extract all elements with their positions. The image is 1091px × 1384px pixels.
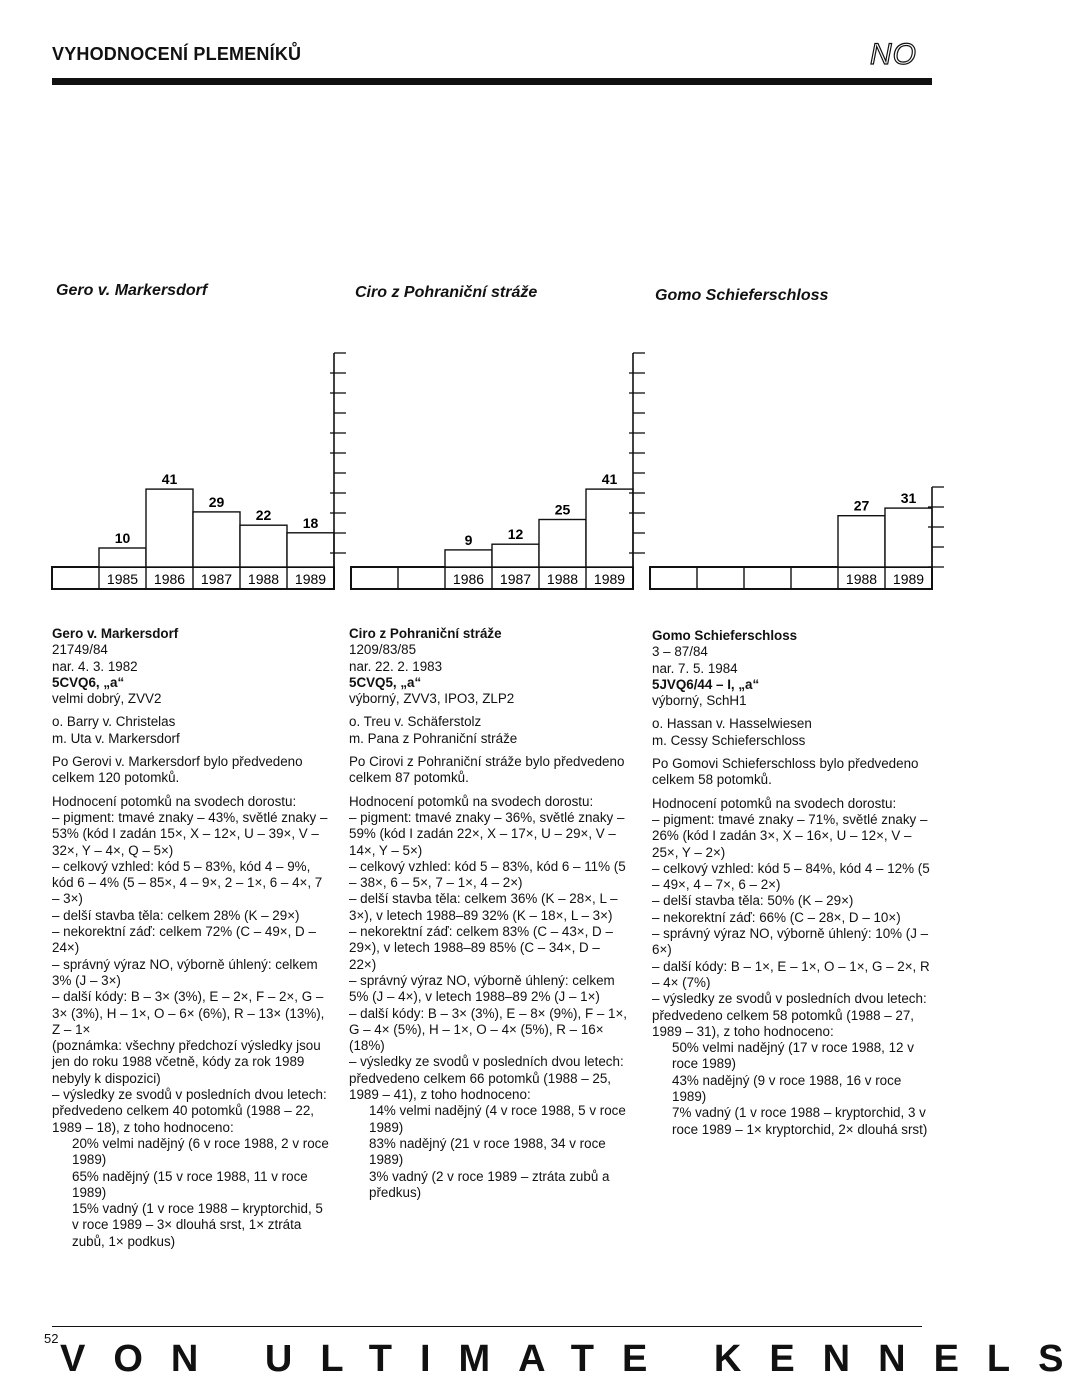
result-item: 20% velmi nadějný (6 v roce 1988, 2 v roce 1989)	[72, 1135, 329, 1168]
eval-line: – delší stavba těla: 50% (K – 29×)	[652, 893, 854, 909]
footer-brand: VON ULTIMATE KENNELS	[60, 1338, 1091, 1380]
eval-line: předvedeno celkem 58 potomků (1988 – 27, 1989 – 31), z toho hodnoceno:	[652, 1007, 915, 1039]
data-label: 22	[255, 507, 272, 524]
bar-1989	[287, 533, 334, 567]
bar-1989	[885, 508, 932, 567]
footer-rule	[52, 1326, 922, 1327]
eval-line: – výsledky ze svodů v posledních dvou letech:	[652, 991, 927, 1007]
eval-line: – výsledky ze svodů v posledních dvou letech:	[52, 1087, 327, 1103]
data-label: 18	[302, 514, 319, 531]
tick-label: 1989	[294, 571, 327, 587]
results-list	[349, 1103, 627, 1201]
bar-1986	[445, 550, 492, 567]
eval-line: – pigment: tmavé znaky – 43%, světlé znaky – 53% (kód I zadán 15×, X – 12×, U – 39×, V – 32×, Y – 4×, Q – 5×)	[52, 809, 328, 858]
eval-line: Hodnocení potomků na svodech dorostu:	[52, 793, 297, 809]
dog-rating: výborný, ZVV3, IPO3, ZLP2	[349, 691, 515, 707]
result-item: 83% nadějný (21 v roce 1988, 34 v roce 1989)	[369, 1135, 606, 1168]
eval-line: – delší stavba těla: celkem 28% (K – 29×)	[52, 907, 300, 923]
data-label: 41	[601, 471, 618, 488]
dog-reg: 21749/84	[52, 642, 108, 658]
dog-intro: Po Gerovi v. Markersdorf bylo předvedeno celkem 120 potomků.	[52, 754, 303, 786]
page-title: VYHODNOCENÍ PLEMENÍKŮ	[52, 44, 302, 64]
dog-column-ciro	[349, 626, 627, 1201]
data-label: 9	[464, 531, 473, 548]
bar-1988	[838, 516, 885, 567]
data-label: 31	[900, 490, 917, 507]
eval-line: – další kódy: B – 3× (3%), E – 8× (9%), F – 1×, G – 4× (5%), H – 1×, O – 4× (5%), R – 16× (18%)	[349, 1005, 627, 1054]
eval-line: – správný výraz NO, výborně úhlený: celkem 5% (J – 4×), v letech 1988–89 2% (J – 1×)	[349, 972, 615, 1005]
eval-line: – pigment: tmavé znaky – 71%, světlé znaky – 26% (kód I zadán 3×, X – 16×, U – 12×, V – 25×, Y – 2×)	[652, 811, 928, 860]
eval-list	[52, 794, 330, 1136]
eval-line: – správný výraz NO, výborně úhlený: celkem 3% (J – 3×)	[52, 956, 318, 988]
eval-line: – nekorektní záď: celkem 83% (C – 43×, D – 29×), v letech 1988–89 85% (C – 34×, D – 22×)	[349, 924, 613, 972]
bar-1985	[99, 548, 146, 567]
data-label: 25	[554, 501, 571, 518]
dog-mother: m. Uta v. Markersdorf	[52, 730, 180, 746]
result-item: 3% vadný (2 v roce 1989 – ztráta zubů a předkus)	[369, 1168, 610, 1200]
tick-label: 1986	[153, 571, 186, 587]
eval-line: – celkový vzhled: kód 5 – 83%, kód 4 – 9%, kód 6 – 4% (5 – 85×, 4 – 9×, 2 – 1×, 6 – 4×, 7 – 3×)	[52, 858, 323, 907]
dog-mother: m. Pana z Pohraniční stráže	[349, 730, 518, 746]
dog-reg: 1209/83/85	[349, 642, 417, 658]
result-item: 7% vadný (1 v roce 1988 – kryptorchid, 3 v roce 1989 – 1× kryptorchid, 2× dlouhá srst)	[672, 1105, 928, 1137]
bar-1987	[193, 512, 240, 567]
tick-label: 1987	[200, 571, 233, 587]
dog-rating: velmi dobrý, ZVV2	[52, 691, 162, 707]
data-label: 10	[114, 530, 131, 546]
data-label: 29	[208, 493, 225, 510]
dog-column-gomo	[652, 628, 930, 1138]
dog-name: Ciro z Pohraniční stráže	[349, 626, 502, 641]
eval-line: Hodnocení potomků na svodech dorostu:	[652, 795, 897, 811]
eval-line: – pigment: tmavé znaky – 36%, světlé znaky – 59% (kód I zadán 22×, X – 17×, U – 29×, V – 14×, Y – 5×)	[349, 809, 625, 858]
eval-line: – delší stavba těla: celkem 36% (K – 28×, L – 3×), v letech 1988–89 32% (K – 18×, L – 3×)	[349, 891, 618, 923]
page-number: 52	[44, 1331, 59, 1346]
bar-1988	[539, 520, 586, 568]
data-label: 27	[853, 497, 870, 514]
result-item: 43% nadějný (9 v roce 1988, 16 v roce 1989)	[672, 1072, 902, 1105]
dog-code: 5JVQ6/44 – I, „a“	[652, 676, 760, 692]
eval-line: (poznámka: všechny předchozí výsledky jsou jen do roku 1988 včetně, kódy za rok 1989 nebyly k dispozici)	[52, 1038, 321, 1086]
dog-name: Gero v. Markersdorf	[52, 626, 179, 641]
chart-title-ciro: Ciro z Pohraniční stráže	[355, 284, 538, 301]
bar-1986	[146, 489, 193, 567]
eval-line: – celkový vzhled: kód 5 – 83%, kód 6 – 11% (5 – 38×, 6 – 5×, 7 – 1×, 4 – 2×)	[349, 858, 626, 891]
tick-label: 1987	[499, 571, 532, 587]
eval-line: – výsledky ze svodů v posledních dvou letech:	[349, 1054, 624, 1070]
result-item: 15% vadný (1 v roce 1988 – kryptorchid, 5 v roce 1989 – 3× dlouhá srst, 1× ztráta zubů, 1× podkus)	[72, 1201, 323, 1249]
tick-label: 1988	[845, 571, 878, 587]
eval-line: – nekorektní záď: celkem 72% (C – 49×, D – 24×)	[52, 924, 316, 956]
tick-label: 1989	[892, 571, 925, 587]
eval-line: předvedeno celkem 66 potomků (1988 – 25, 1989 – 41), z toho hodnoceno:	[349, 1070, 612, 1103]
dog-born: nar. 22. 2. 1983	[349, 658, 443, 674]
dog-born: nar. 7. 5. 1984	[652, 660, 738, 676]
bar-1989	[586, 489, 633, 567]
eval-line: – nekorektní záď: 66% (C – 28×, D – 10×)	[652, 909, 901, 925]
dog-code: 5CVQ5, „a“	[349, 674, 422, 690]
eval-list	[349, 794, 627, 1104]
results-list	[652, 1040, 930, 1138]
data-label: 12	[507, 526, 524, 543]
eval-line: – další kódy: B – 3× (3%), E – 2×, F – 2×, G – 3× (3%), H – 1×, O – 6× (6%), R – 13× (13%), Z – 1×	[52, 989, 325, 1037]
dog-father: o. Barry v. Christelas	[52, 714, 176, 730]
bar-1987	[492, 544, 539, 567]
dog-name: Gomo Schieferschloss	[652, 628, 798, 643]
tick-label: 1988	[546, 571, 579, 587]
dog-code: 5CVQ6, „a“	[52, 674, 125, 690]
chart-title-gero: Gero v. Markersdorf	[56, 282, 208, 299]
dog-rating: výborný, SchH1	[652, 693, 747, 709]
eval-line: – další kódy: B – 1×, E – 1×, O – 1×, G – 2×, R – 4× (7%)	[652, 958, 930, 990]
chart-title-gomo: Gomo Schieferschloss	[655, 287, 829, 304]
result-item: 50% velmi nadějný (17 v roce 1988, 12 v roce 1989)	[672, 1040, 914, 1072]
bar-1988	[240, 525, 287, 567]
tick-label: 1985	[106, 571, 139, 587]
dog-mother: m. Cessy Schieferschloss	[652, 732, 806, 748]
dog-column-gero	[52, 626, 330, 1250]
dog-intro: Po Gomovi Schieferschloss bylo předvedeno celkem 58 potomků.	[652, 756, 919, 788]
eval-list	[652, 796, 930, 1040]
dog-born: nar. 4. 3. 1982	[52, 658, 138, 674]
result-item: 14% velmi nadějný (4 v roce 1988, 5 v roce 1989)	[369, 1103, 626, 1135]
tick-label: 1989	[593, 571, 626, 587]
dog-father: o. Hassan v. Hasselwiesen	[652, 716, 812, 732]
dog-reg: 3 – 87/84	[652, 644, 708, 660]
eval-line: předvedeno celkem 40 potomků (1988 – 22, 1989 – 18), z toho hodnoceno:	[52, 1103, 315, 1135]
eval-line: – správný výraz NO, výborně úhlený: 10% (J – 6×)	[652, 926, 929, 958]
eval-line: Hodnocení potomků na svodech dorostu:	[349, 793, 594, 809]
data-label: 41	[161, 471, 178, 488]
tick-label: 1986	[452, 571, 485, 587]
no-logo: NO	[870, 38, 917, 71]
dog-intro: Po Cirovi z Pohraniční stráže bylo předvedeno celkem 87 potomků.	[349, 754, 625, 786]
results-list	[52, 1136, 330, 1250]
offspring-bar-charts	[0, 0, 969, 620]
tick-label: 1988	[247, 571, 280, 587]
result-item: 65% nadějný (15 v roce 1988, 11 v roce 1989)	[72, 1168, 308, 1200]
eval-line: – celkový vzhled: kód 5 – 84%, kód 4 – 12% (5 – 49×, 4 – 7×, 6 – 2×)	[652, 860, 930, 893]
dog-father: o. Treu v. Schäferstolz	[349, 714, 482, 730]
